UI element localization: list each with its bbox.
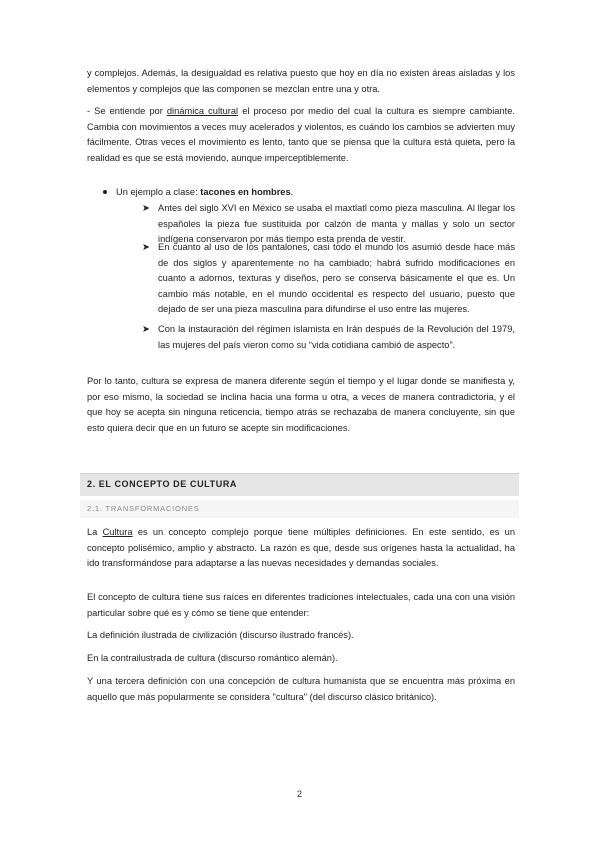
section-heading [80, 473, 519, 496]
bullet-dot-icon [103, 190, 107, 194]
bullet-text: . [290, 187, 294, 197]
bullet-text: Un ejemplo a clase: [116, 187, 201, 197]
paragraph-text: el proceso por medio del cual la cultura es siempre cambiante. Cambia con movimientos a veces muy acelerados y violentos, es cuándo los cambios se advierten muy fácilmente. Otras veces el movimiento es lento, tanto que se piensa que la cultura está quieta, pero la realidad es que se está moviendo, aunque imperceptiblemente. [87, 106, 515, 163]
bullet-bold-text: tacones en hombres [200, 187, 291, 197]
paragraph-intro: y complejos. Además, la desigualdad es relativa puesto que hoy en día no existen áreas aisladas y los elementos y complejos que las componen se mezclan entre una y otra. [87, 68, 515, 94]
sub-item: Antes del siglo XVI en México se usaba el maxtlatl como pieza masculina. Al llegar los españoles la pieza fue sustituida por calzón de manta y mallas y solo un sector indígena conservaron por más tiempo esta prenda de vestir. [158, 203, 515, 245]
paragraph-text: - Se entiende por [87, 106, 167, 116]
sub-item: Con la instauración del régimen islamista en Irán después de la Revolución del 1979, las mujeres del país vieron como su “vida cotidiana cambió de aspecto”. [158, 324, 515, 350]
arrow-bullet-icon: ➤ [142, 242, 150, 253]
paragraph-text: es un concepto complejo porque tiene múltiples definiciones. En este sentido, es un concepto polisémico, amplio y abstracto. La razón es que, desde sus orígenes hasta la actualidad, ha ido transformándose para adaptarse a las nuevas necesidades y demandas sociales. [87, 527, 515, 569]
term-dinamica-cultural: dinámica cultural [166, 106, 239, 116]
sub-item: En cuanto al uso de los pantalones, casi todo el mundo los asumió desde hace más de dos siglos y aparentemente no ha cambiado; habrá sufrido modificaciones en cuanto a adornos, texturas y diseños, pero se conserva básicamente el que es. Un cambio más notable, en el mundo occidental es respecto del usuario, puesto que dejado de ser una pieza masculina para difundirse el uso entre las mujeres. [158, 242, 515, 315]
section-heading-text: 2. EL CONCEPTO DE CULTURA [87, 479, 238, 489]
paragraph-dinamica-cultural [87, 104, 515, 166]
arrow-bullet-icon: ➤ [142, 324, 150, 335]
paragraph-conclusion: Por lo tanto, cultura se expresa de manera diferente según el tiempo y el lugar donde se manifiesta y, por eso mismo, la sociedad se inclina hacia una forma u otra, a veces de manera contradictoria, y el que hoy se acepta sin ninguna reticencia, tiempo atrás se rechazaba de manera concluyente, sin que esto quiera decir que en un futuro se acepte sin modificaciones. [87, 376, 515, 433]
paragraph-text: La [87, 527, 103, 537]
bullet-item [103, 185, 293, 201]
paragraph-tercera-definicion: Y una tercera definición con una concepción de cultura humanista que se encuentra más próxima en aquello que más popularmente se considera "cultura" (del discurso clásico británico). [87, 676, 515, 702]
arrow-bullet-icon: ➤ [142, 203, 150, 214]
term-cultura: Cultura [102, 527, 133, 537]
subsection-heading [80, 500, 519, 518]
subsection-heading-text: 2.1. TRANSFORMACIONES [87, 504, 200, 513]
paragraph-raices: El concepto de cultura tiene sus raíces en diferentes tradiciones intelectuales, cada una con una visión particular sobre qué es y cómo se tiene que entender: [87, 592, 515, 618]
paragraph-cultura [87, 525, 515, 572]
paragraph-contrailustrada: En la contrailustrada de cultura (discurso romántico alemán). [87, 653, 338, 663]
page-number: 2 [296, 789, 302, 799]
paragraph-definicion-ilustrada: La definición ilustrada de civilización (discurso ilustrado francés). [87, 630, 354, 640]
